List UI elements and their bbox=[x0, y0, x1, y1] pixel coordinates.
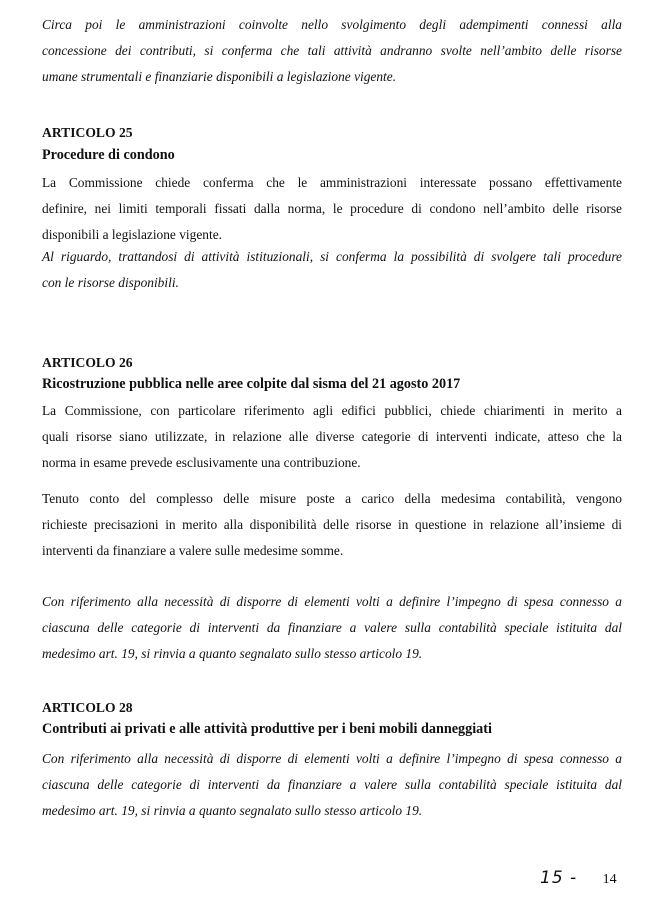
text-line: La Commissione chiede conferma che le amministrazioni interessate possano effettivamente bbox=[42, 175, 622, 190]
article-26-heading: ARTICOLO 26 bbox=[42, 355, 133, 370]
article-26-title: Ricostruzione pubblica nelle aree colpite dal sisma del 21 agosto 2017 bbox=[42, 376, 461, 392]
article-25-heading: ARTICOLO 25 bbox=[42, 125, 133, 140]
text-line: disponibili a legislazione vigente. bbox=[42, 227, 222, 242]
article-28-heading: ARTICOLO 28 bbox=[42, 700, 133, 715]
text-line: La Commissione, con particolare riferimento agli edifici pubblici, chiede chiarimenti in merito a bbox=[42, 403, 622, 418]
article-26-paragraph-3 bbox=[42, 589, 622, 667]
text-line: richieste precisazioni in merito alla disponibilità delle risorse in questione in relazione all’insieme di bbox=[42, 517, 622, 532]
text-line: concessione dei contributi, si conferma che tali attività andranno svolte nell’ambito delle risorse bbox=[42, 43, 622, 58]
page-footer bbox=[540, 868, 617, 888]
article-28-paragraph-1 bbox=[42, 746, 622, 824]
text-line: ciascuna delle categorie di interventi da finanziare a valere sulla contabilità speciale istituita dal bbox=[42, 777, 622, 792]
intro-paragraph bbox=[42, 12, 622, 90]
text-line: Circa poi le amministrazioni coinvolte nello svolgimento degli adempimenti connessi alla bbox=[42, 17, 622, 32]
article-25-title: Procedure di condono bbox=[42, 147, 175, 163]
text-line: Tenuto conto del complesso delle misure poste a carico della medesima contabilità, vengono bbox=[42, 491, 622, 506]
article-26-paragraph-2 bbox=[42, 486, 622, 564]
text-line: Al riguardo, trattandosi di attività istituzionali, si conferma la possibilità di svolgere tali procedure bbox=[42, 249, 622, 264]
page-number: 14 bbox=[602, 872, 617, 887]
text-line: Con riferimento alla necessità di disporre di elementi volti a definire l’impegno di spesa connesso a bbox=[42, 751, 622, 766]
text-line: quali risorse siano utilizzate, in relazione alle diverse categorie di interventi indicate, atteso che la bbox=[42, 429, 622, 444]
text-line: ciascuna delle categorie di interventi da finanziare a valere sulla contabilità speciale istituita dal bbox=[42, 620, 622, 635]
article-28-title: Contributi ai privati e alle attività produttive per i beni mobili danneggiati bbox=[42, 721, 492, 737]
text-line: norma in esame prevede esclusivamente una contribuzione. bbox=[42, 455, 361, 470]
text-line: Con riferimento alla necessità di disporre di elementi volti a definire l’impegno di spesa connesso a bbox=[42, 594, 622, 609]
text-line: umane strumentali e finanziarie disponibili a legislazione vigente. bbox=[42, 69, 397, 84]
text-line: interventi da finanziare a valere sulle medesime somme. bbox=[42, 543, 344, 558]
article-26-paragraph-1 bbox=[42, 398, 622, 476]
handwritten-page-mark: 15 - bbox=[540, 868, 578, 888]
text-line: con le risorse disponibili. bbox=[42, 275, 179, 290]
article-25-paragraph-1 bbox=[42, 170, 622, 248]
text-line: medesimo art. 19, si rinvia a quanto segnalato sullo stesso articolo 19. bbox=[42, 803, 423, 818]
article-25-paragraph-2 bbox=[42, 244, 622, 296]
text-line: medesimo art. 19, si rinvia a quanto segnalato sullo stesso articolo 19. bbox=[42, 646, 423, 661]
text-line: definire, nei limiti temporali fissati dalla norma, le procedure di condono nell’ambito delle risorse bbox=[42, 201, 622, 216]
